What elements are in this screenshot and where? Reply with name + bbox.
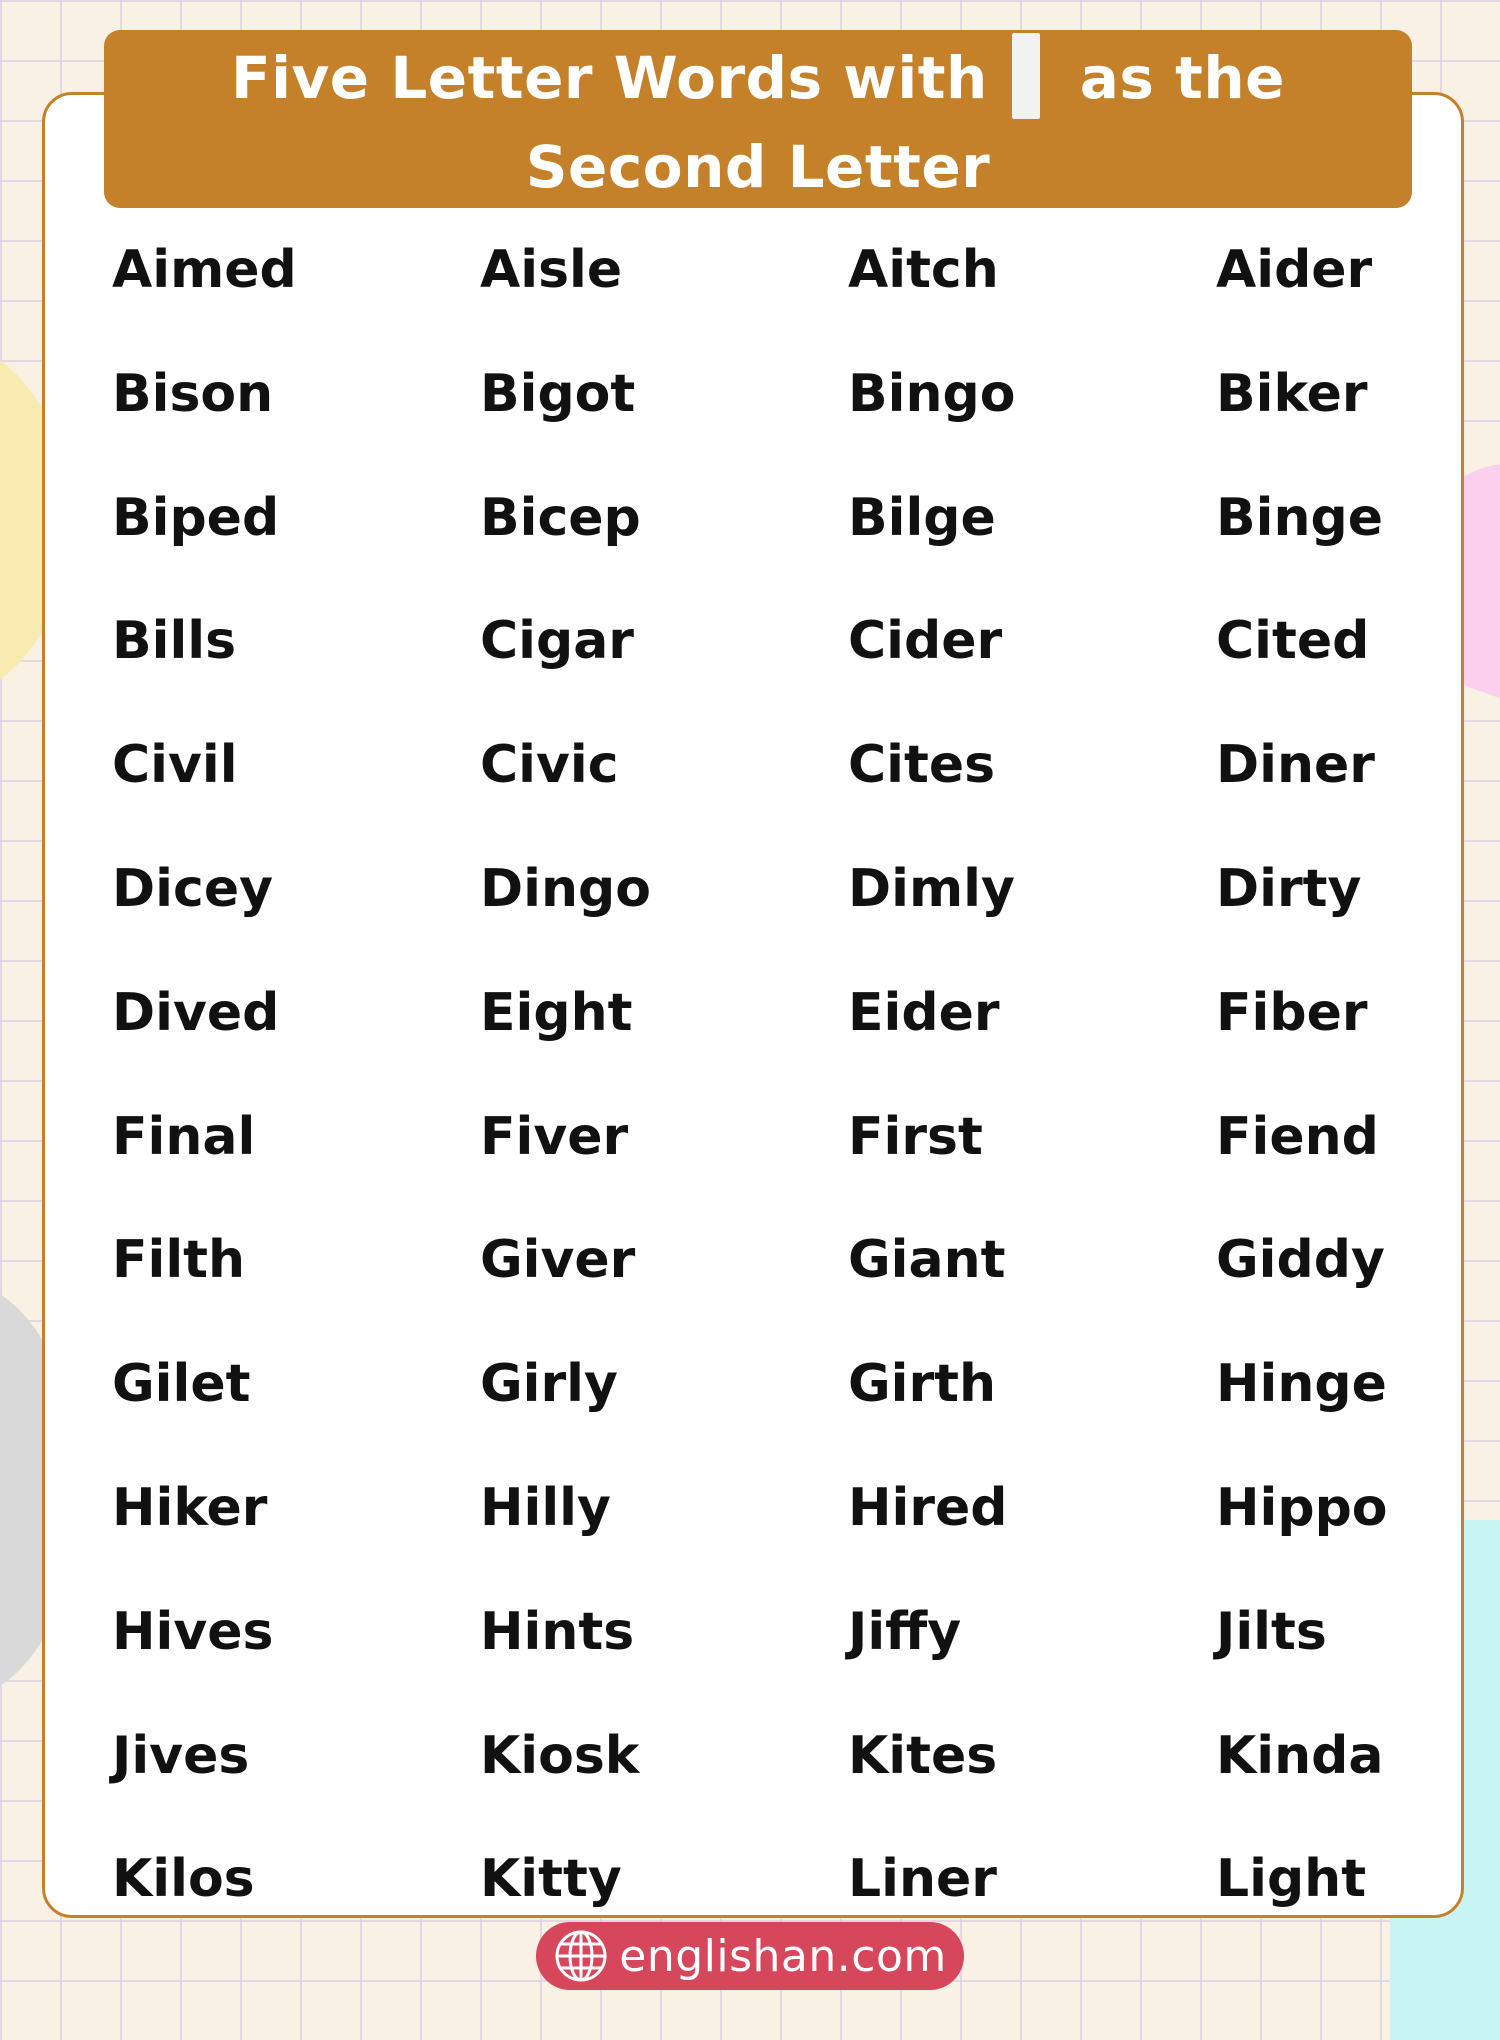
word-item: Cites	[848, 735, 996, 796]
word-item: Cigar	[480, 611, 634, 672]
website-url: englishan.com	[619, 1930, 947, 1982]
word-item: First	[848, 1106, 983, 1167]
word-item: Dingo	[480, 858, 651, 919]
word-item: Filth	[112, 1230, 246, 1291]
word-item: Gilet	[112, 1354, 251, 1415]
word-item: Biker	[1216, 363, 1368, 424]
word-item: Fiend	[1216, 1106, 1379, 1167]
word-item: Bison	[112, 363, 274, 424]
word-item: Civic	[480, 735, 619, 796]
title-text-before: Five Letter Words with	[230, 44, 988, 112]
word-item: Eider	[848, 982, 1000, 1043]
website-badge[interactable]	[536, 1922, 964, 1990]
word-item: Cited	[1216, 611, 1370, 672]
word-item: Aider	[1216, 240, 1373, 300]
word-item: Giddy	[1216, 1230, 1385, 1291]
title-text-after: as the Second Letter	[525, 44, 1285, 201]
word-item: Hiker	[112, 1477, 268, 1538]
word-item: Eight	[480, 982, 633, 1043]
word-item: Jiffy	[848, 1601, 962, 1662]
blank-letter-box	[1012, 33, 1040, 119]
word-item: Hilly	[480, 1477, 611, 1538]
word-item: Kiosk	[480, 1725, 640, 1786]
word-item: Dirty	[1216, 858, 1362, 919]
word-item: Final	[112, 1106, 256, 1167]
word-item: Dicey	[112, 858, 273, 919]
word-item: Bilge	[848, 487, 996, 548]
word-item: Diner	[1216, 735, 1375, 796]
word-item: Giver	[480, 1230, 636, 1291]
word-item: Dived	[112, 982, 280, 1043]
word-item: Bicep	[480, 487, 641, 548]
word-item: Biped	[112, 487, 280, 548]
word-item: Cider	[848, 611, 1003, 672]
word-item: Aisle	[480, 240, 623, 300]
word-item: Kites	[848, 1725, 998, 1786]
word-item: Liner	[848, 1849, 997, 1910]
title-banner	[104, 30, 1412, 208]
word-item: Binge	[1216, 487, 1383, 548]
word-item: Kilos	[112, 1849, 255, 1910]
word-item: Giant	[848, 1230, 1006, 1291]
word-item: Dimly	[848, 858, 1015, 919]
word-item: Light	[1216, 1849, 1367, 1910]
word-item: Bigot	[480, 363, 636, 424]
word-item: Jilts	[1216, 1601, 1327, 1662]
word-item: Jives	[112, 1725, 250, 1786]
word-item: Hints	[480, 1601, 635, 1662]
word-item: Fiver	[480, 1106, 629, 1167]
word-item: Civil	[112, 735, 238, 796]
word-item: Kitty	[480, 1849, 622, 1910]
word-item: Hives	[112, 1601, 274, 1662]
word-item: Aimed	[112, 240, 297, 300]
word-item: Kinda	[1216, 1725, 1384, 1786]
word-item: Girth	[848, 1354, 997, 1415]
word-item: Bingo	[848, 363, 1016, 424]
word-item: Fiber	[1216, 982, 1368, 1043]
word-item: Aitch	[848, 240, 999, 300]
word-grid	[112, 224, 1432, 1957]
globe-icon	[553, 1928, 609, 1984]
word-item: Hippo	[1216, 1477, 1388, 1538]
word-item: Girly	[480, 1354, 618, 1415]
word-item: Hinge	[1216, 1354, 1387, 1415]
word-item: Hired	[848, 1477, 1008, 1538]
word-item: Bills	[112, 611, 237, 672]
